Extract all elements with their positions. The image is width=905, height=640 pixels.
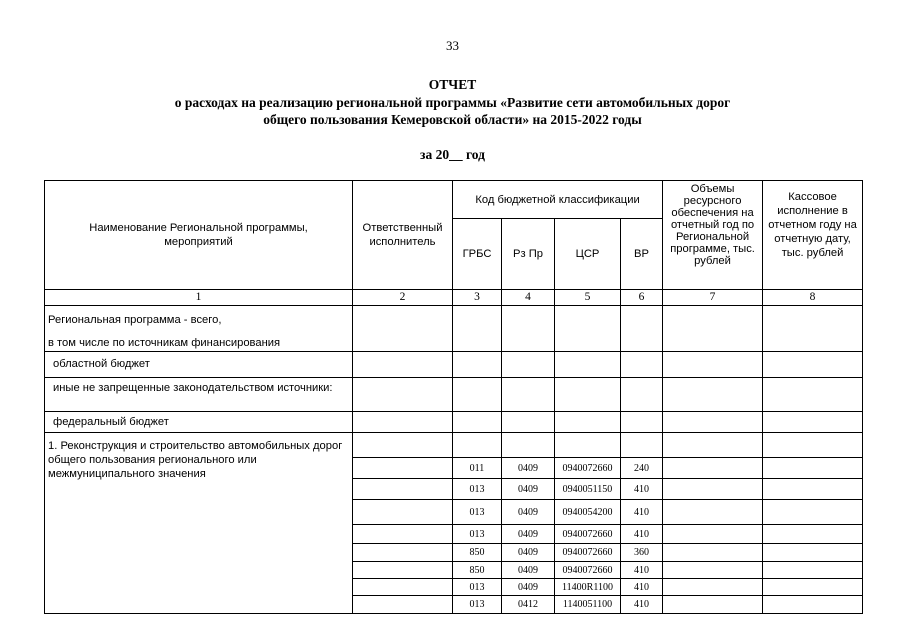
report-table [44, 180, 863, 614]
header-volume: Объемы ресурсного обеспечения на отчетный год по Региональной программе, тыс. рублей [663, 181, 763, 290]
vr-code: 410 [621, 596, 663, 614]
rzpr-code: 0409 [502, 479, 555, 500]
grbs-code: 013 [453, 579, 502, 596]
report-subtitle-line2: общего пользования Кемеровской области» на 2015-2022 годы [263, 112, 642, 127]
rzpr-code: 0409 [502, 458, 555, 479]
vr-code: 410 [621, 479, 663, 500]
grbs-code: 013 [453, 525, 502, 544]
header-executor: Ответственный исполнитель [353, 181, 453, 290]
rzpr-code: 0412 [502, 596, 555, 614]
column-number: 4 [502, 290, 555, 306]
other-sources-cell [45, 378, 353, 412]
rzpr-code: 0409 [502, 525, 555, 544]
vr-code: 410 [621, 525, 663, 544]
federal-budget-cell [45, 412, 353, 433]
vr-code: 410 [621, 562, 663, 579]
column-number: 2 [353, 290, 453, 306]
header-name: Наименование Региональной программы, мероприятий [45, 181, 353, 290]
rzpr-code: 0409 [502, 544, 555, 562]
column-number: 5 [555, 290, 621, 306]
measure-cell [45, 433, 353, 614]
header-grbs: ГРБС [453, 219, 502, 290]
grbs-code: 013 [453, 500, 502, 525]
csr-code: 1140051100 [555, 596, 621, 614]
column-number: 7 [663, 290, 763, 306]
regional-budget-cell [45, 352, 353, 378]
other-sources-label: иные не запрещенные законодательством источники: [53, 382, 333, 394]
rzpr-code: 0409 [502, 500, 555, 525]
grbs-code: 013 [453, 596, 502, 614]
federal-budget-label: федеральный бюджет [53, 416, 169, 428]
program-total-label: Региональная программа - всего, [48, 314, 222, 326]
csr-code: 0940054200 [555, 500, 621, 525]
column-number: 8 [763, 290, 863, 306]
regional-budget-label: областной бюджет [53, 358, 150, 370]
page-number: 33 [446, 38, 459, 53]
program-sources-label: в том числе по источникам финансирования [48, 337, 281, 349]
grbs-code: 013 [453, 479, 502, 500]
column-number: 1 [45, 290, 353, 306]
header-csr: ЦСР [555, 219, 621, 290]
report-period: за 20__ год [420, 147, 485, 162]
vr-code: 360 [621, 544, 663, 562]
csr-code: 0940072660 [555, 458, 621, 479]
csr-code: 0940072660 [555, 525, 621, 544]
rzpr-code: 0409 [502, 562, 555, 579]
grbs-code: 011 [453, 458, 502, 479]
grbs-code: 850 [453, 544, 502, 562]
report-title: ОТЧЕТ [428, 77, 477, 92]
vr-code: 410 [621, 579, 663, 596]
measure-label: 1. Реконструкция и строительство автомобильных дорог общего пользования регионального или межмуниципального значения [48, 440, 343, 480]
header-rzpr: Рз Пр [502, 219, 555, 290]
vr-code: 240 [621, 458, 663, 479]
vr-code: 410 [621, 500, 663, 525]
program-total-cell [45, 306, 353, 352]
header-budget-code: Код бюджетной классификации [453, 181, 663, 219]
rzpr-code: 0409 [502, 579, 555, 596]
csr-code: 0940051150 [555, 479, 621, 500]
column-number: 3 [453, 290, 502, 306]
csr-code: 0940072660 [555, 562, 621, 579]
csr-code: 11400R1100 [555, 579, 621, 596]
grbs-code: 850 [453, 562, 502, 579]
column-number: 6 [621, 290, 663, 306]
header-cash: Кассовое исполнение в отчетном году на отчетную дату, тыс. рублей [763, 181, 863, 290]
header-vr: ВР [621, 219, 663, 290]
csr-code: 0940072660 [555, 544, 621, 562]
report-subtitle-line1: о расходах на реализацию региональной программы «Развитие сети автомобильных дорог [174, 95, 731, 110]
